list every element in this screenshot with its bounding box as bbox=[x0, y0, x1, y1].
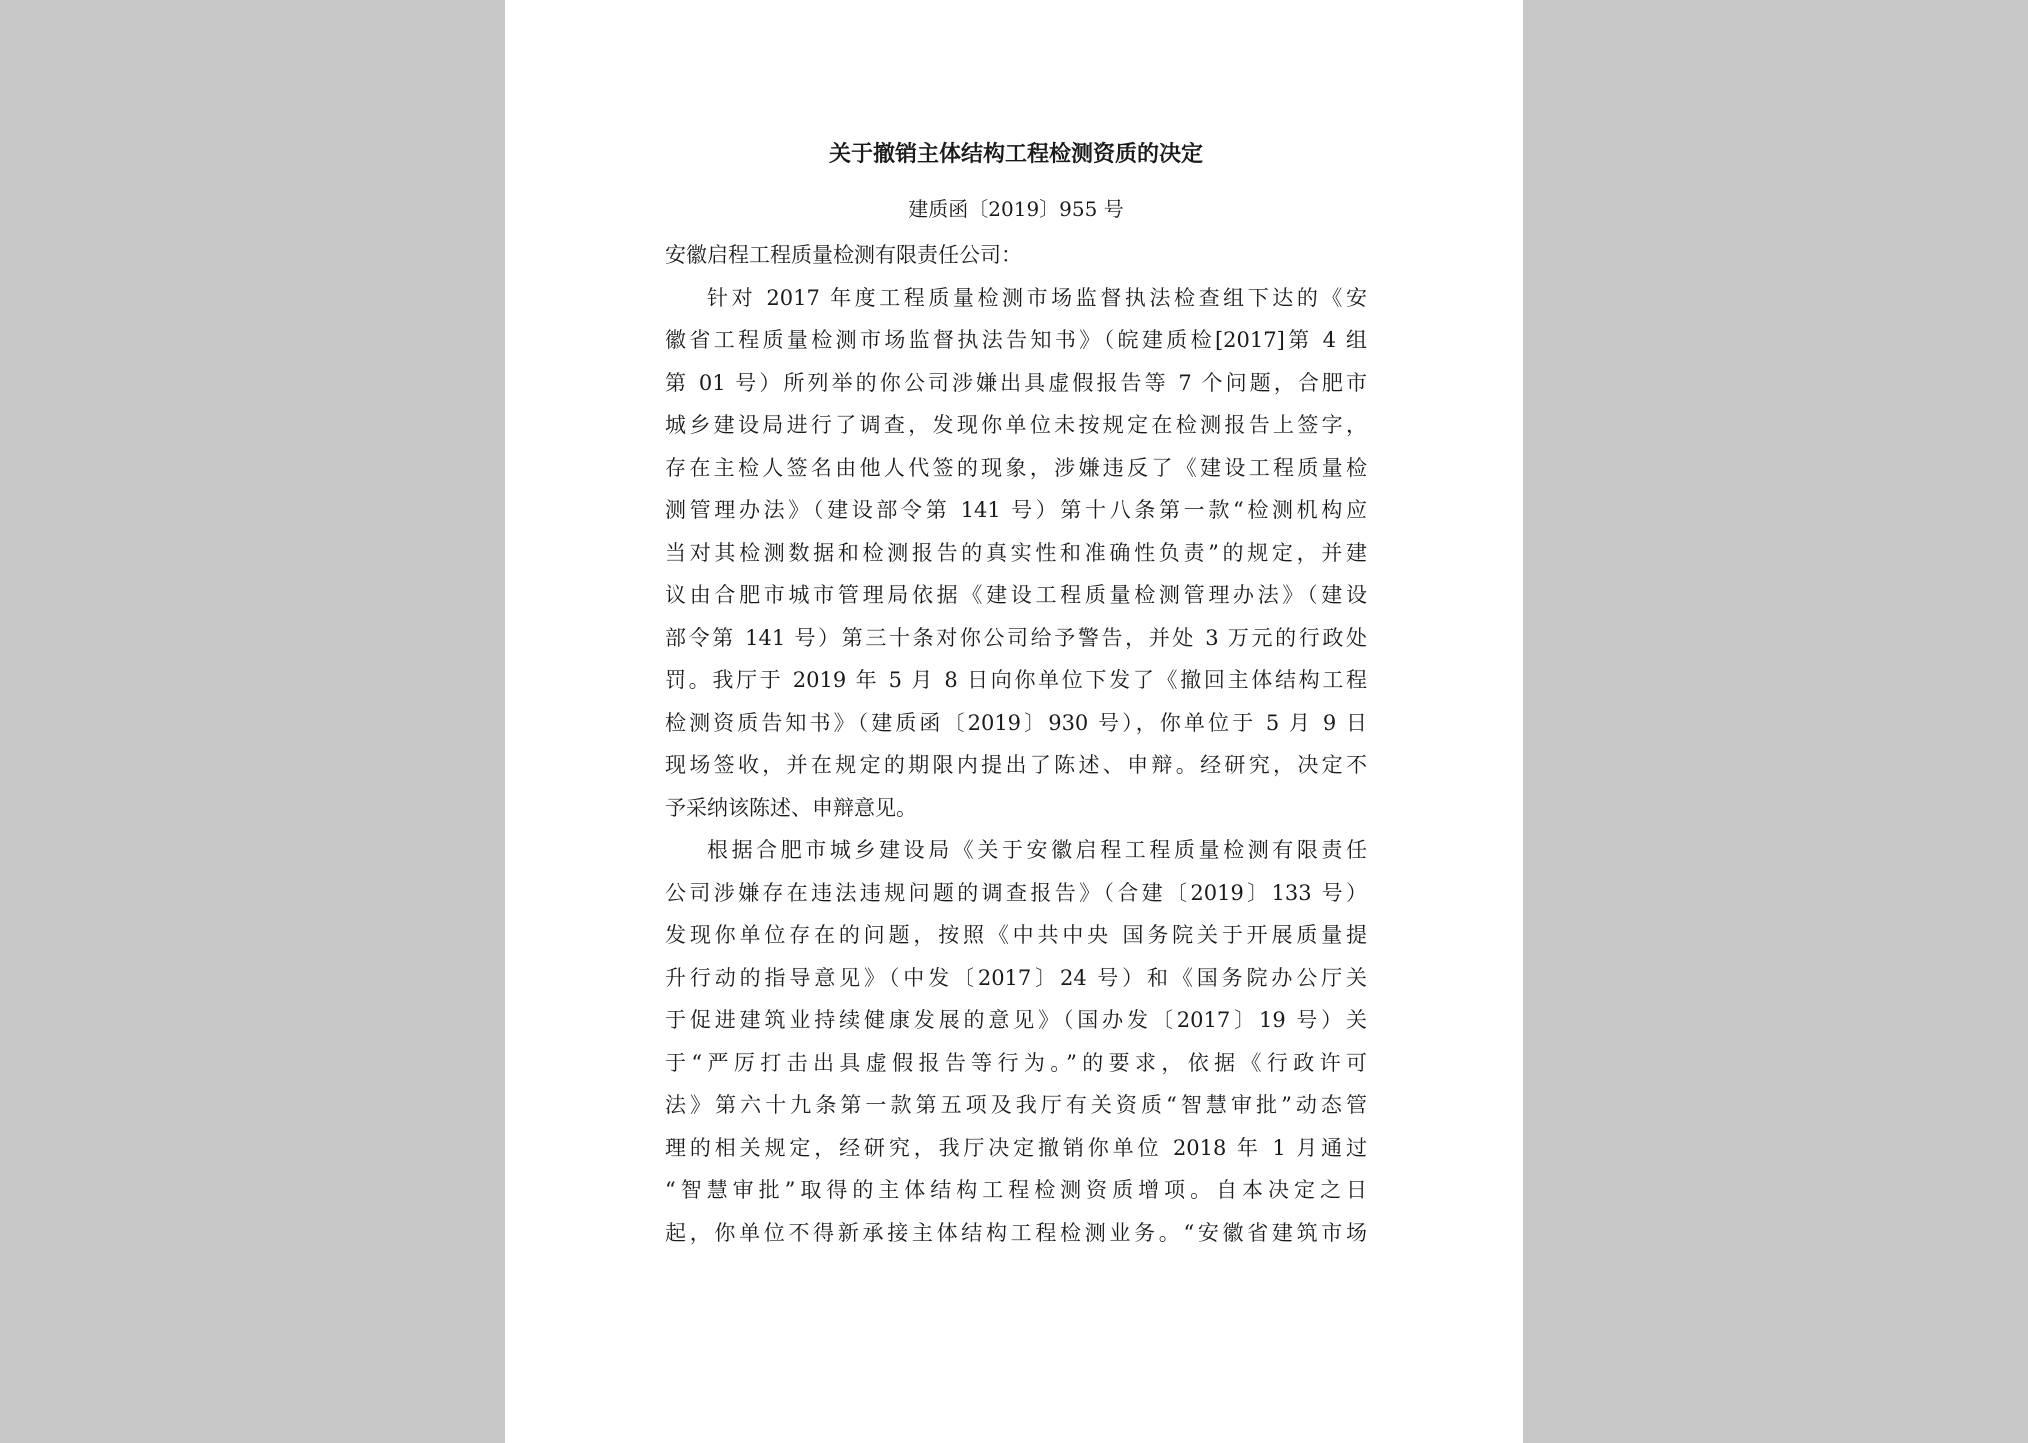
paragraph-line: 起，你单位不得新承接主体结构工程检测业务。“安徽省建筑市场 bbox=[665, 1220, 1367, 1245]
paragraph-line: 于促进建筑业持续健康发展的意见》（国办发〔2017〕19 号）关 bbox=[665, 1008, 1367, 1032]
paragraph-2 bbox=[665, 829, 1367, 1254]
paragraph-line: “智慧审批”取得的主体结构工程检测资质增项。自本决定之日 bbox=[665, 1178, 1367, 1202]
paragraph-line: 第 01 号）所列举的你公司涉嫌出具虚假报告等 7 个问题，合肥市 bbox=[665, 370, 1367, 395]
document-title: 关于撤销主体结构工程检测资质的决定 bbox=[828, 141, 1203, 167]
paragraph-1 bbox=[665, 277, 1367, 830]
paragraph-line: 当对其检测数据和检测报告的真实性和准确性负责”的规定，并建 bbox=[665, 540, 1367, 565]
paragraph-line: 议由合肥市城市管理局依据《建设工程质量检测管理办法》（建设 bbox=[665, 583, 1367, 607]
paragraph-line: 徽省工程质量检测市场监督执法告知书》（皖建质检[2017]第 4 组 bbox=[665, 328, 1367, 352]
addressee: 安徽启程工程质量检测有限责任公司： bbox=[665, 243, 1022, 267]
paragraph-line: 发现你单位存在的问题，按照《中共中央 国务院关于开展质量提 bbox=[665, 923, 1367, 947]
paragraph-line: 于“严厉打击出具虚假报告等行为。”的要求，依据《行政许可 bbox=[665, 1050, 1367, 1075]
paragraph-line: 予采纳该陈述、申辩意见。 bbox=[665, 795, 917, 820]
document-page bbox=[505, 0, 1523, 1443]
paragraph-line: 公司涉嫌存在违法违规问题的调查报告》（合建〔2019〕133 号） bbox=[665, 880, 1367, 905]
paragraph-line: 针对 2017 年度工程质量检测市场监督执法检查组下达的《安 bbox=[707, 285, 1367, 310]
paragraph-line: 罚。我厅于 2019 年 5 月 8 日向你单位下发了《撤回主体结构工程 bbox=[665, 668, 1367, 692]
paragraph-line: 测管理办法》（建设部令第 141 号）第十八条第一款“检测机构应 bbox=[665, 498, 1367, 522]
paragraph-line: 部令第 141 号）第三十条对你公司给予警告，并处 3 万元的行政处 bbox=[665, 625, 1367, 650]
document-number: 建质函〔2019〕955 号 bbox=[908, 197, 1124, 221]
paragraph-line: 理的相关规定，经研究，我厅决定撤销你单位 2018 年 1 月通过 bbox=[665, 1135, 1367, 1160]
page-content bbox=[665, 130, 1367, 1254]
paragraph-line: 检测资质告知书》（建质函〔2019〕930 号），你单位于 5 月 9 日 bbox=[665, 710, 1367, 735]
paragraph-line: 现场签收，并在规定的期限内提出了陈述、申辩。经研究，决定不 bbox=[665, 753, 1367, 777]
paragraph-line: 根据合肥市城乡建设局《关于安徽启程工程质量检测有限责任 bbox=[707, 838, 1367, 862]
paragraph-line: 法》第六十九条第一款第五项及我厅有关资质“智慧审批”动态管 bbox=[665, 1093, 1367, 1117]
paragraph-line: 存在主检人签名由他人代签的现象，涉嫌违反了《建设工程质量检 bbox=[665, 455, 1367, 480]
paragraph-line: 升行动的指导意见》（中发〔2017〕24 号）和《国务院办公厅关 bbox=[665, 965, 1367, 990]
paragraph-line: 城乡建设局进行了调查，发现你单位未按规定在检测报告上签字， bbox=[665, 413, 1367, 437]
